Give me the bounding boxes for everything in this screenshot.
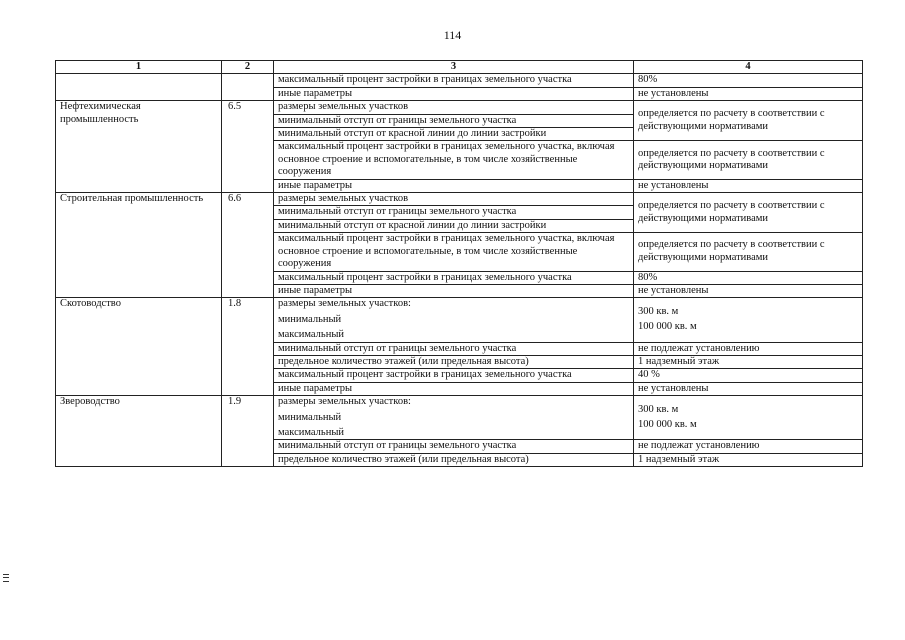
table-row: [56, 74, 863, 87]
column-header-2: 2: [222, 61, 274, 74]
value-line: 100 000 кв. м: [638, 321, 697, 333]
use-type-cell: Скотоводство: [56, 298, 222, 396]
parameter-cell: минимальный отступ от красной линии до линии застройки: [274, 128, 634, 141]
page-number: 114: [443, 28, 462, 42]
parameter-cell: иные параметры: [274, 284, 634, 297]
value-cell: 1 надземный этаж: [634, 355, 863, 368]
parameter-line: максимальный: [278, 426, 344, 438]
parameter-line: размеры земельных участков:: [278, 298, 411, 310]
parameter-cell: иные параметры: [274, 382, 634, 395]
value-cell: [634, 396, 863, 440]
parameter-cell: минимальный отступ от красной линии до линии застройки: [274, 219, 634, 232]
code-cell: 1.8: [222, 298, 274, 396]
parameter-cell: максимальный процент застройки в границах земельного участка: [274, 271, 634, 284]
parameter-line: максимальный: [278, 329, 344, 341]
value-cell: не подлежат установлению: [634, 342, 863, 355]
parameter-cell: минимальный отступ от границы земельного участка: [274, 114, 634, 127]
value-cell: 80%: [634, 74, 863, 87]
regulations-table: [55, 60, 863, 467]
parameter-cell: максимальный процент застройки в границах земельного участка: [274, 369, 634, 382]
parameter-line: минимальный: [278, 313, 342, 325]
parameter-line: размеры земельных участков:: [278, 396, 411, 408]
parameter-cell: предельное количество этажей (или предельная высота): [274, 453, 634, 466]
margin-mark: [3, 574, 9, 582]
value-cell: не подлежат установлению: [634, 440, 863, 453]
code-cell: 6.5: [222, 101, 274, 193]
value-cell: не установлены: [634, 87, 863, 100]
value-cell: 40 %: [634, 369, 863, 382]
code-cell: [222, 74, 274, 101]
value-line: 300 кв. м: [638, 403, 679, 415]
table-row: [56, 101, 863, 114]
column-header-1: 1: [56, 61, 222, 74]
value-cell: не установлены: [634, 179, 863, 192]
use-type-cell: Нефтехимическая промышленность: [56, 101, 222, 193]
table-row: [56, 298, 863, 342]
parameter-cell: максимальный процент застройки в границах земельного участка: [274, 74, 634, 87]
value-cell: [634, 298, 863, 342]
parameter-cell: иные параметры: [274, 87, 634, 100]
parameter-cell: [274, 298, 634, 342]
use-type-cell: [56, 74, 222, 101]
value-line: 100 000 кв. м: [638, 419, 697, 431]
value-cell: определяется по расчету в соответствии с действующими нормативами: [634, 193, 863, 233]
value-cell: определяется по расчету в соответствии с действующими нормативами: [634, 141, 863, 179]
column-header-3: 3: [274, 61, 634, 74]
parameter-cell: размеры земельных участков: [274, 193, 634, 206]
value-cell: определяется по расчету в соответствии с действующими нормативами: [634, 101, 863, 141]
code-cell: 6.6: [222, 193, 274, 298]
parameter-cell: предельное количество этажей (или предельная высота): [274, 355, 634, 368]
value-cell: 1 надземный этаж: [634, 453, 863, 466]
parameter-cell: иные параметры: [274, 179, 634, 192]
value-cell: не установлены: [634, 284, 863, 297]
parameter-cell: [274, 396, 634, 440]
parameter-cell: размеры земельных участков: [274, 101, 634, 114]
table-row: [56, 193, 863, 206]
table-row: [56, 396, 863, 440]
header-row: [56, 61, 863, 74]
parameter-cell: минимальный отступ от границы земельного участка: [274, 342, 634, 355]
use-type-cell: Строительная промышленность: [56, 193, 222, 298]
parameter-line: минимальный: [278, 411, 342, 423]
parameter-cell: минимальный отступ от границы земельного участка: [274, 440, 634, 453]
value-cell: 80%: [634, 271, 863, 284]
parameter-cell: минимальный отступ от границы земельного участка: [274, 206, 634, 219]
use-type-cell: Звероводство: [56, 396, 222, 467]
column-header-4: 4: [634, 61, 863, 74]
code-cell: 1.9: [222, 396, 274, 467]
value-cell: определяется по расчету в соответствии с действующими нормативами: [634, 233, 863, 271]
parameter-cell: максимальный процент застройки в границах земельного участка, включая основное строение и вспомогательные, в том числе хозяйственные сооружения: [274, 233, 634, 271]
parameter-cell: максимальный процент застройки в границах земельного участка, включая основное строение и вспомогательные, в том числе хозяйственные сооружения: [274, 141, 634, 179]
value-cell: не установлены: [634, 382, 863, 395]
value-line: 300 кв. м: [638, 306, 679, 318]
